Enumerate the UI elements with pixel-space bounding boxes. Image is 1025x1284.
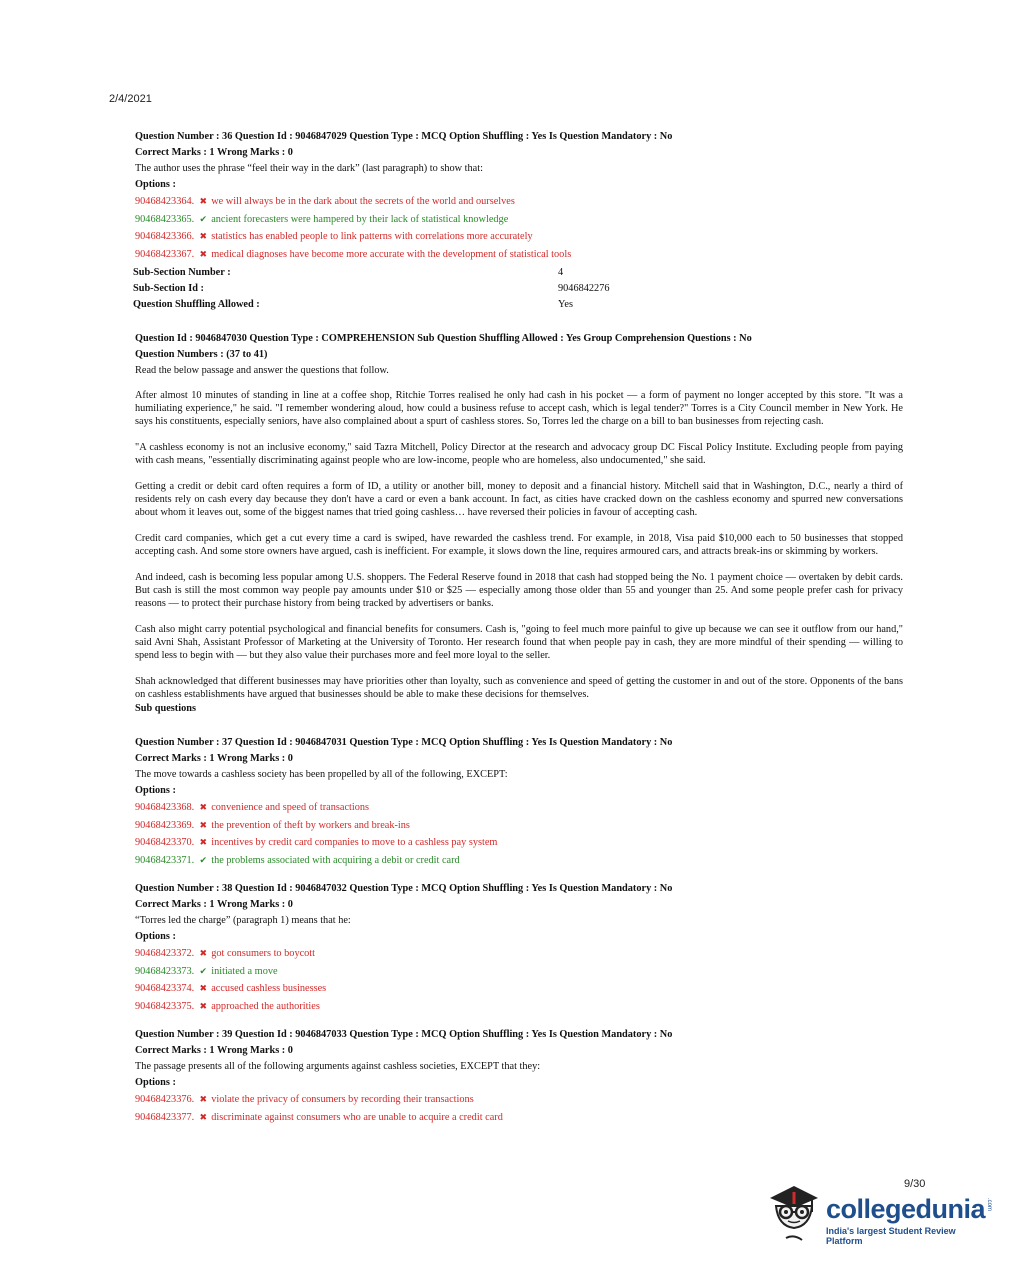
options-label: Options : (135, 1077, 176, 1088)
subsection-key: Sub-Section Id : (133, 283, 204, 294)
subsection-value: Yes (558, 299, 573, 310)
option-id: 90468423365. (135, 213, 195, 225)
passage-paragraph: Getting a credit or debit card often requires a form of ID, a utility or another bill, money to deposit and a financial history. Mitchell said that in Washington, D.C., nearly a third of residents rely on cash every day because they don't have a card or even a bank account. In fact, as cities have cracked down on the cashless economy and spurred new conversations about whom it leaves out, some of the biggest names that tried going cashless… have reversed their policies in favour of accepting cash. (135, 481, 903, 518)
check-icon: ✔ (199, 965, 207, 976)
passage-paragraph: Shah acknowledged that different businesses may have priorities other than loyalty, such as convenience and speed of getting the customer in and out of the store. Opponents of the bans on cashless establishments have argued that businesses should be able to make these decisions for themselves. (135, 676, 903, 700)
question-marks: Correct Marks : 1 Wrong Marks : 0 (135, 147, 293, 158)
option-item (135, 193, 903, 211)
option-text: initiated a move (211, 965, 278, 977)
option-id: 90468423375. (135, 1000, 195, 1012)
option-item (135, 799, 903, 817)
option-item (135, 1109, 903, 1127)
options-label: Options : (135, 179, 176, 190)
option-text: convenience and speed of transactions (211, 802, 370, 813)
comprehension-instruction: Read the below passage and answer the questions that follow. (135, 365, 389, 376)
option-id: 90468423368. (135, 802, 195, 813)
subsection-key: Sub-Section Number : (133, 267, 231, 278)
cross-icon: ✖ (199, 196, 207, 206)
passage-paragraph: And indeed, cash is becoming less popular among U.S. shoppers. The Federal Reserve found in 2018 that cash had stopped being the No. 1 payment choice — overtaken by debit cards. But cash is still the most common way people pay amounts under $10 or $25 — especially among those older than 55 and younger than 25. And some people prefer cash for privacy reasons — to protect their purchase history from being tracked by advertisers or banks. (135, 572, 903, 609)
option-id: 90468423366. (135, 231, 195, 242)
option-item (135, 963, 903, 981)
cross-icon: ✖ (199, 819, 207, 830)
brand-suffix: .com (986, 1198, 992, 1212)
cross-icon: ✖ (199, 1094, 207, 1104)
question-meta: Question Number : 37 Question Id : 9046847031 Question Type : MCQ Option Shuffling : Yes Is Question Mandatory : No (135, 737, 673, 748)
option-text: violate the privacy of consumers by recording their transactions (211, 1094, 474, 1105)
check-icon: ✔ (199, 213, 207, 224)
cross-icon: ✖ (199, 231, 207, 241)
subsection-value: 9046842276 (558, 283, 610, 294)
question-marks: Correct Marks : 1 Wrong Marks : 0 (135, 1045, 293, 1056)
question-text: The passage presents all of the following arguments against cashless societies, EXCEPT that they: (135, 1061, 541, 1072)
option-id: 90468423367. (135, 248, 195, 260)
passage-paragraph: "A cashless economy is not an inclusive economy," said Tazra Mitchell, Policy Director at the research and advocacy group DC Fiscal Policy Institute. Excluding people from paying with cash means, "essentially discriminating against people who are low-income, people who are homeless, also undocumented," she said. (135, 442, 903, 466)
question-text: The move towards a cashless society has been propelled by all of the following, EXCEPT: (135, 769, 508, 780)
cross-icon: ✖ (199, 1111, 207, 1122)
options-list (135, 945, 903, 1015)
option-id: 90468423370. (135, 837, 195, 848)
subsection-row (133, 297, 609, 313)
option-text: medical diagnoses have become more accurate with the development of statistical tools (211, 248, 572, 260)
option-item (135, 852, 903, 870)
cross-icon: ✖ (199, 1000, 207, 1011)
question-36 (135, 129, 903, 263)
question-39 (135, 1027, 903, 1126)
subsection-key: Question Shuffling Allowed : (133, 299, 260, 310)
question-meta: Question Number : 39 Question Id : 9046847033 Question Type : MCQ Option Shuffling : Yes Is Question Mandatory : No (135, 1029, 673, 1040)
subsection-row (133, 281, 609, 297)
option-item (135, 817, 903, 835)
passage-paragraph: After almost 10 minutes of standing in line at a coffee shop, Ritchie Torres realised he only had cash in his pocket — a form of payment no longer accepted by this store. "It was a humiliating experience," he said. "I remember wondering aloud, how could a business refuse to accept cash, which is legal tender?" Torres is a City Council member in New York. He says his constituents, especially seniors, have also complained about a spurt of cashless stores. So, Torres led the charge on a bill to ban businesses from rejecting cash. (135, 390, 903, 427)
comprehension-meta: Question Id : 9046847030 Question Type : COMPREHENSION Sub Question Shuffling Allowed : Yes Group Comprehension Questions : No (135, 333, 752, 344)
options-list (135, 1091, 903, 1126)
options-list (135, 193, 903, 263)
option-id: 90468423376. (135, 1094, 195, 1105)
passage-paragraph: Credit card companies, which get a cut every time a card is swiped, have rewarded the cashless trend. For example, in 2018, Visa paid $10,000 each to 50 businesses that stopped accepting cash. And some store owners have argued, cash is inefficient. For example, it slows down the line, requires armoured cars, and attracts break-ins or skimming by workers. (135, 533, 903, 557)
subsection-value: 4 (558, 267, 564, 278)
option-id: 90468423372. (135, 948, 195, 959)
options-label: Options : (135, 931, 176, 942)
brand-tagline: India's largest Student Review Platform (826, 1226, 956, 1246)
print-date: 2/4/2021 (109, 93, 152, 105)
question-marks: Correct Marks : 1 Wrong Marks : 0 (135, 899, 293, 910)
option-item (135, 945, 903, 963)
option-id: 90468423374. (135, 983, 195, 994)
option-id: 90468423377. (135, 1111, 195, 1123)
cross-icon: ✖ (199, 248, 207, 259)
subsection-table (133, 265, 609, 313)
option-item (135, 980, 903, 998)
cross-icon: ✖ (199, 983, 207, 993)
mascot-icon (764, 1176, 828, 1254)
cross-icon: ✖ (199, 837, 207, 847)
option-text: discriminate against consumers who are unable to acquire a credit card (211, 1111, 503, 1123)
comprehension-block (135, 331, 903, 717)
option-item (135, 998, 903, 1016)
option-text: got consumers to boycott (211, 948, 316, 959)
subsection-row (133, 265, 609, 281)
page-number: 9/30 (904, 1178, 926, 1190)
question-38 (135, 881, 903, 1015)
option-text: we will always be in the dark about the secrets of the world and ourselves (211, 196, 515, 207)
comprehension-numbers: Question Numbers : (37 to 41) (135, 349, 268, 360)
option-item (135, 228, 903, 246)
option-id: 90468423369. (135, 819, 195, 831)
option-text: the prevention of theft by workers and break-ins (211, 819, 410, 831)
question-marks: Correct Marks : 1 Wrong Marks : 0 (135, 753, 293, 764)
passage-paragraph: Cash also might carry potential psychological and financial benefits for consumers. Cash is, "going to feel much more painful to give up because we can see it outflow from our hand," said Avni Shah, Assistant Professor of Marketing at the University of Toronto. Her research found that when people pay in cash, they are more mindful of their spending — willing to spend less to begin with — but they also value their purchases more and feel more loyal to the seller. (135, 624, 903, 661)
option-text: incentives by credit card companies to move to a cashless pay system (211, 837, 498, 848)
sub-questions-label: Sub questions (135, 703, 196, 714)
option-item (135, 246, 903, 264)
brand-name: collegedunia (826, 1194, 986, 1224)
check-icon: ✔ (199, 854, 207, 865)
question-meta: Question Number : 36 Question Id : 9046847029 Question Type : MCQ Option Shuffling : Yes Is Question Mandatory : No (135, 131, 673, 142)
question-text: “Torres led the charge” (paragraph 1) means that he: (135, 915, 351, 926)
option-id: 90468423371. (135, 854, 195, 866)
question-paper-content (135, 129, 903, 1126)
question-meta: Question Number : 38 Question Id : 9046847032 Question Type : MCQ Option Shuffling : Yes Is Question Mandatory : No (135, 883, 673, 894)
option-id: 90468423373. (135, 965, 195, 977)
options-list (135, 799, 903, 869)
option-item (135, 211, 903, 229)
question-37 (135, 735, 903, 869)
question-text: The author uses the phrase “feel their way in the dark” (last paragraph) to show that: (135, 163, 483, 174)
option-item (135, 834, 903, 852)
option-item (135, 1091, 903, 1109)
option-text: ancient forecasters were hampered by their lack of statistical knowledge (211, 213, 509, 225)
option-id: 90468423364. (135, 196, 195, 207)
options-label: Options : (135, 785, 176, 796)
option-text: approached the authorities (211, 1000, 320, 1012)
cross-icon: ✖ (199, 948, 207, 958)
collegedunia-logo[interactable] (764, 1176, 994, 1256)
option-text: the problems associated with acquiring a debit or credit card (211, 854, 460, 866)
cross-icon: ✖ (199, 802, 207, 812)
option-text: accused cashless businesses (211, 983, 327, 994)
option-text: statistics has enabled people to link patterns with correlations more accurately (211, 231, 533, 242)
